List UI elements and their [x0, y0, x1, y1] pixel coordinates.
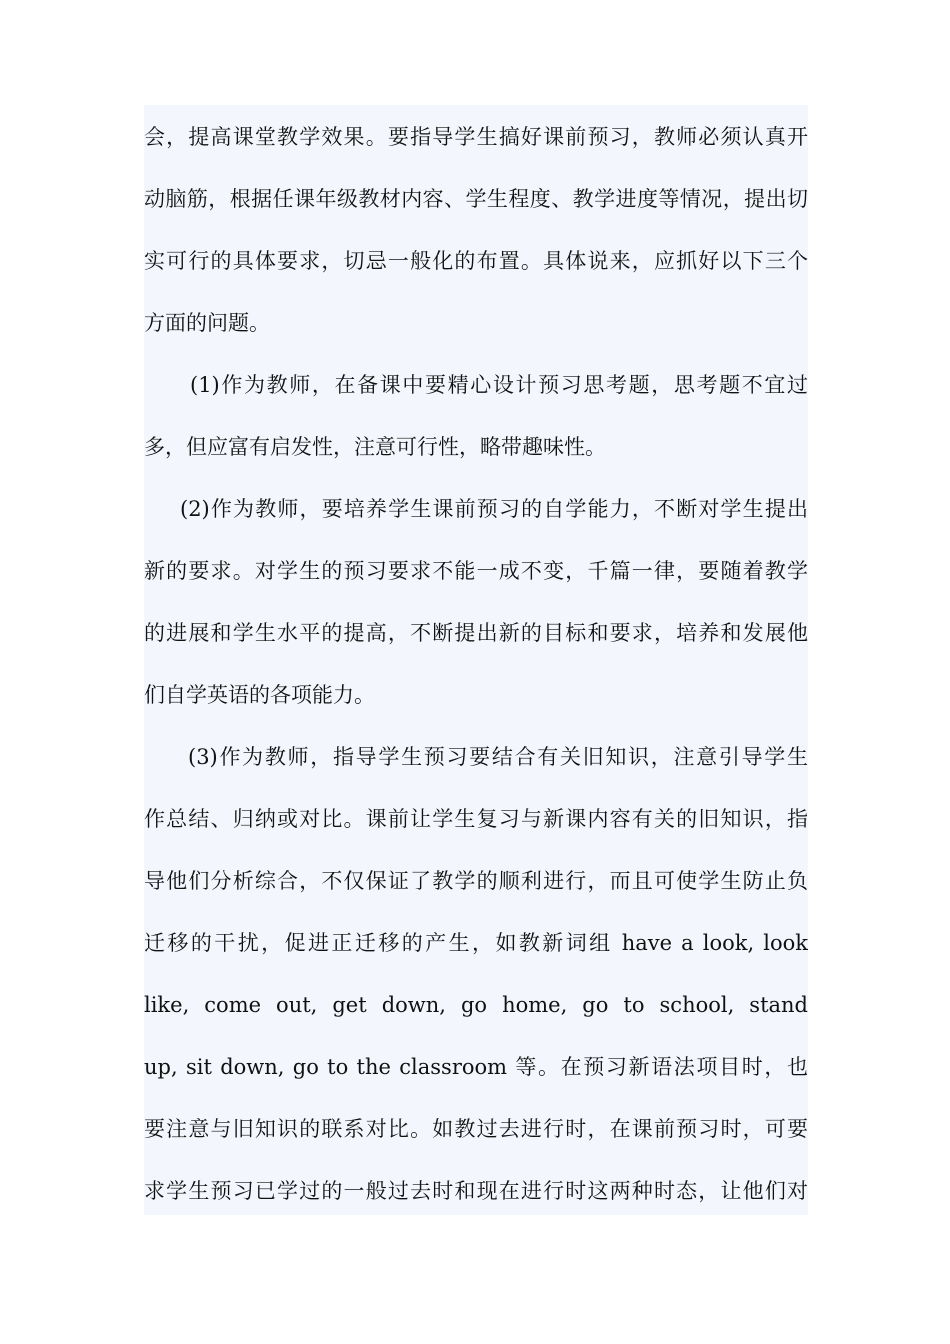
- text-line: up, sit down, go to the classroom 等。在预习新语法项目时，也: [144, 1055, 808, 1079]
- text-line: 方面的问题。: [144, 311, 270, 335]
- text-line: (1)作为教师，在备课中要精心设计预习思考题，思考题不宜过: [190, 373, 808, 397]
- text-line: 实可行的具体要求，切忌一般化的布置。具体说来，应抓好以下三个: [144, 249, 808, 273]
- text-line: 的进展和学生水平的提高，不断提出新的目标和要求，培养和发展他: [144, 621, 808, 645]
- text-line: 迁移的干扰，促进正迁移的产生，如教新词组 have a look, look: [144, 931, 808, 955]
- text-line: 求学生预习已学过的一般过去时和现在进行时这两种时态，让他们对: [144, 1179, 808, 1203]
- text-line: 新的要求。对学生的预习要求不能一成不变，千篇一律，要随着教学: [144, 559, 808, 583]
- text-line: (2)作为教师，要培养学生课前预习的自学能力，不断对学生提出: [180, 497, 808, 521]
- text-line: 动脑筋，根据任课年级教材内容、学生程度、教学进度等情况，提出切: [144, 187, 808, 211]
- text-line: 要注意与旧知识的联系对比。如教过去进行时，在课前预习时，可要: [144, 1117, 808, 1141]
- text-line: (3)作为教师，指导学生预习要结合有关旧知识，注意引导学生: [188, 745, 808, 769]
- text-line: 作总结、归纳或对比。课前让学生复习与新课内容有关的旧知识，指: [144, 807, 808, 831]
- text-line: 们自学英语的各项能力。: [144, 683, 375, 707]
- text-line: 多，但应富有启发性，注意可行性，略带趣味性。: [144, 435, 606, 459]
- text-line: like, come out, get down, go home, go to school, stand: [144, 993, 808, 1017]
- text-line: 导他们分析综合，不仅保证了教学的顺利进行，而且可使学生防止负: [144, 869, 808, 893]
- text-line: 会，提高课堂教学效果。要指导学生搞好课前预习，教师必须认真开: [144, 125, 808, 149]
- text-block: [144, 105, 808, 1215]
